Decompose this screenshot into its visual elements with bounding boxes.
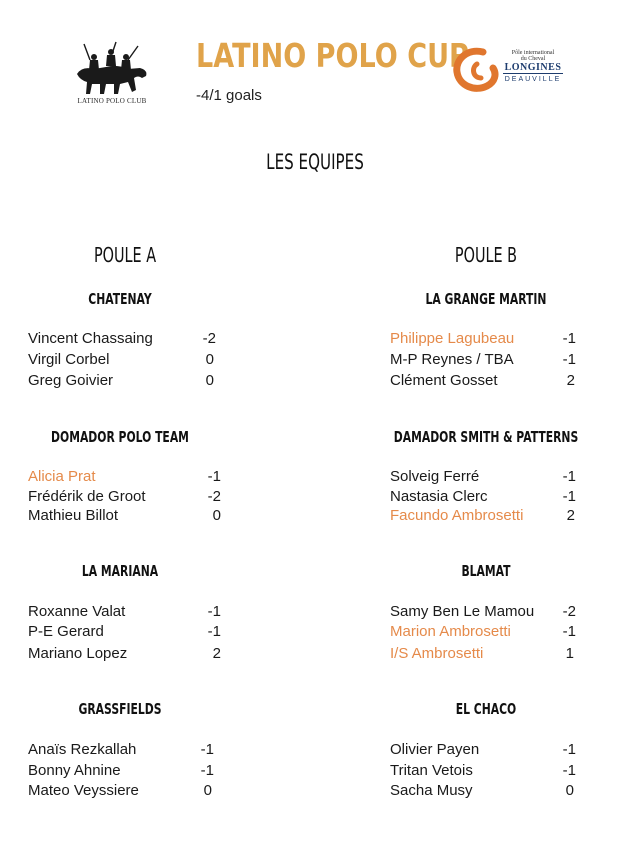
- player-name: Roxanne Valat: [28, 603, 126, 620]
- player-score: 2: [566, 372, 575, 389]
- player-name: Samy Ben Le Mamou: [390, 603, 535, 620]
- team-name: CHATENAY: [88, 290, 152, 308]
- player-score: 0: [565, 782, 574, 799]
- player-score: -1: [207, 468, 221, 485]
- longines-deauville-logo: [453, 46, 563, 96]
- player-score: -1: [207, 603, 221, 620]
- pool-b-title: POULE B: [454, 243, 518, 267]
- player-score: -1: [562, 330, 576, 347]
- player-name: Alicia Prat: [28, 468, 96, 485]
- player-name: P-E Gerard: [28, 623, 104, 640]
- player-score: 1: [565, 645, 574, 662]
- player-name: Mathieu Billot: [28, 507, 119, 524]
- orange-swirl-icon: [453, 46, 499, 94]
- section-title: LES EQUIPES: [266, 150, 364, 174]
- player-score: -2: [207, 488, 221, 505]
- player-name: Greg Goivier: [28, 372, 114, 389]
- pool-a-title: POULE A: [93, 243, 157, 267]
- pole-international-text: Pôle international: [511, 50, 555, 56]
- player-name: Vincent Chassaing: [28, 330, 153, 347]
- longines-text: LONGINES: [504, 62, 562, 73]
- player-name: Clément Gosset: [390, 372, 498, 389]
- goals-subtitle: -4/1 goals: [196, 87, 262, 104]
- player-name: Sacha Musy: [390, 782, 473, 799]
- team-name: LA GRANGE MARTIN: [425, 290, 547, 308]
- player-name: I/S Ambrosetti: [390, 645, 484, 662]
- player-score: -1: [562, 762, 576, 779]
- polo-club-logo-text: LATINO POLO CLUB: [77, 97, 147, 105]
- team-name: EL CHACO: [455, 700, 517, 718]
- player-score: -1: [207, 623, 221, 640]
- player-name: Mariano Lopez: [28, 645, 128, 662]
- player-score: 2: [566, 507, 575, 524]
- player-score: -1: [562, 488, 576, 505]
- player-name: M-P Reynes / TBA: [390, 351, 514, 368]
- player-score: -2: [202, 330, 216, 347]
- player-score: 0: [203, 782, 212, 799]
- player-score: 0: [205, 372, 214, 389]
- player-name: Tritan Vetois: [390, 762, 473, 779]
- player-score: -1: [200, 762, 214, 779]
- player-score: -1: [562, 468, 576, 485]
- deauville-text: DEAUVILLE: [503, 73, 563, 83]
- player-name: Facundo Ambrosetti: [390, 507, 524, 524]
- player-name: Solveig Ferré: [390, 468, 480, 485]
- player-score: -1: [562, 351, 576, 368]
- team-name: DAMADOR SMITH & PATTERNS: [393, 428, 579, 446]
- player-name: Bonny Ahnine: [28, 762, 121, 779]
- du-cheval-text: du Cheval: [520, 56, 546, 62]
- player-score: -2: [562, 603, 576, 620]
- player-name: Marion Ambrosetti: [390, 623, 511, 640]
- player-name: Philippe Lagubeau: [390, 330, 515, 347]
- team-name: LA MARIANA: [81, 562, 159, 580]
- player-score: 0: [205, 351, 214, 368]
- page-title: LATINO POLO CUP: [196, 36, 469, 75]
- player-score: 2: [212, 645, 221, 662]
- player-score: 0: [212, 507, 221, 524]
- player-score: -1: [562, 623, 576, 640]
- team-name: DOMADOR POLO TEAM: [51, 428, 189, 446]
- player-name: Virgil Corbel: [28, 351, 110, 368]
- team-name: BLAMAT: [461, 562, 511, 580]
- team-name: GRASSFIELDS: [78, 700, 162, 718]
- player-score: -1: [562, 741, 576, 758]
- player-name: Nastasia Clerc: [390, 488, 488, 505]
- player-score: -1: [200, 741, 214, 758]
- player-name: Mateo Veyssiere: [28, 782, 139, 799]
- player-name: Olivier Payen: [390, 741, 480, 758]
- player-name: Frédérik de Groot: [28, 488, 146, 505]
- player-name: Anaïs Rezkallah: [28, 741, 137, 758]
